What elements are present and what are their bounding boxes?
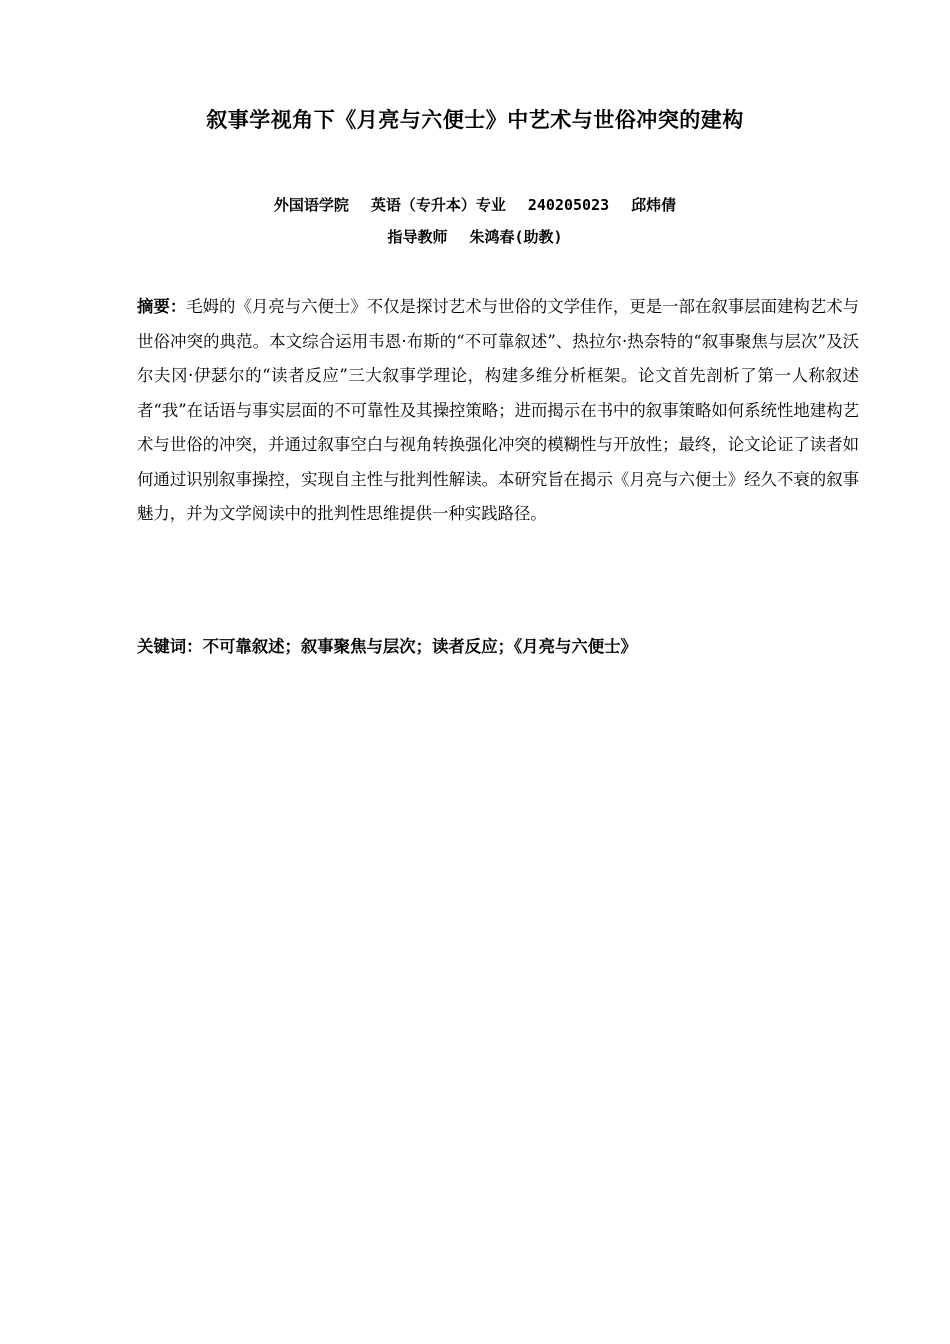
abstract-label: 摘要： [137, 297, 187, 316]
advisor-info [0, 226, 950, 247]
keywords-text: 不可靠叙述；叙事聚焦与层次；读者反应；《月亮与六便士》 [202, 637, 637, 656]
keywords-line [137, 634, 859, 660]
keywords-label: 关键词： [137, 637, 203, 656]
author-name: 邱炜倩 [631, 196, 677, 214]
paper-title: 叙事学视角下《月亮与六便士》中艺术与世俗冲突的建构 [206, 108, 744, 132]
abstract-paragraph [137, 290, 859, 532]
advisor-name: 朱鸿春(助教) [469, 228, 563, 246]
advisor-label: 指导教师 [387, 228, 448, 246]
student-id: 240205023 [527, 196, 610, 214]
major-name: 英语（专升本）专业 [370, 196, 506, 214]
abstract-text: 毛姆的《月亮与六便士》不仅是探讨艺术与世俗的文学佳作，更是一部在叙事层面建构艺术与世俗冲突的典范。本文综合运用韦恩·布斯的“不可靠叙述”、热拉尔·热奈特的“叙事聚焦与层次”及沃尔夫冈·伊瑟尔的“读者反应”三大叙事学理论，构建多维分析框架。论文首先剖析了第一人称叙述者“我”在话语与事实层面的不可靠性及其操控策略；进而揭示在书中的叙事策略如何系统性地建构艺术与世俗的冲突，并通过叙事空白与视角转换强化冲突的模糊性与开放性；最终，论文论证了读者如何通过识别叙事操控，实现自主性与批判性解读。本研究旨在揭示《月亮与六便士》经久不衰的叙事魅力，并为文学阅读中的批判性思维提供一种实践路径。 [137, 297, 860, 523]
author-info [0, 194, 950, 215]
college-name: 外国语学院 [273, 196, 349, 214]
